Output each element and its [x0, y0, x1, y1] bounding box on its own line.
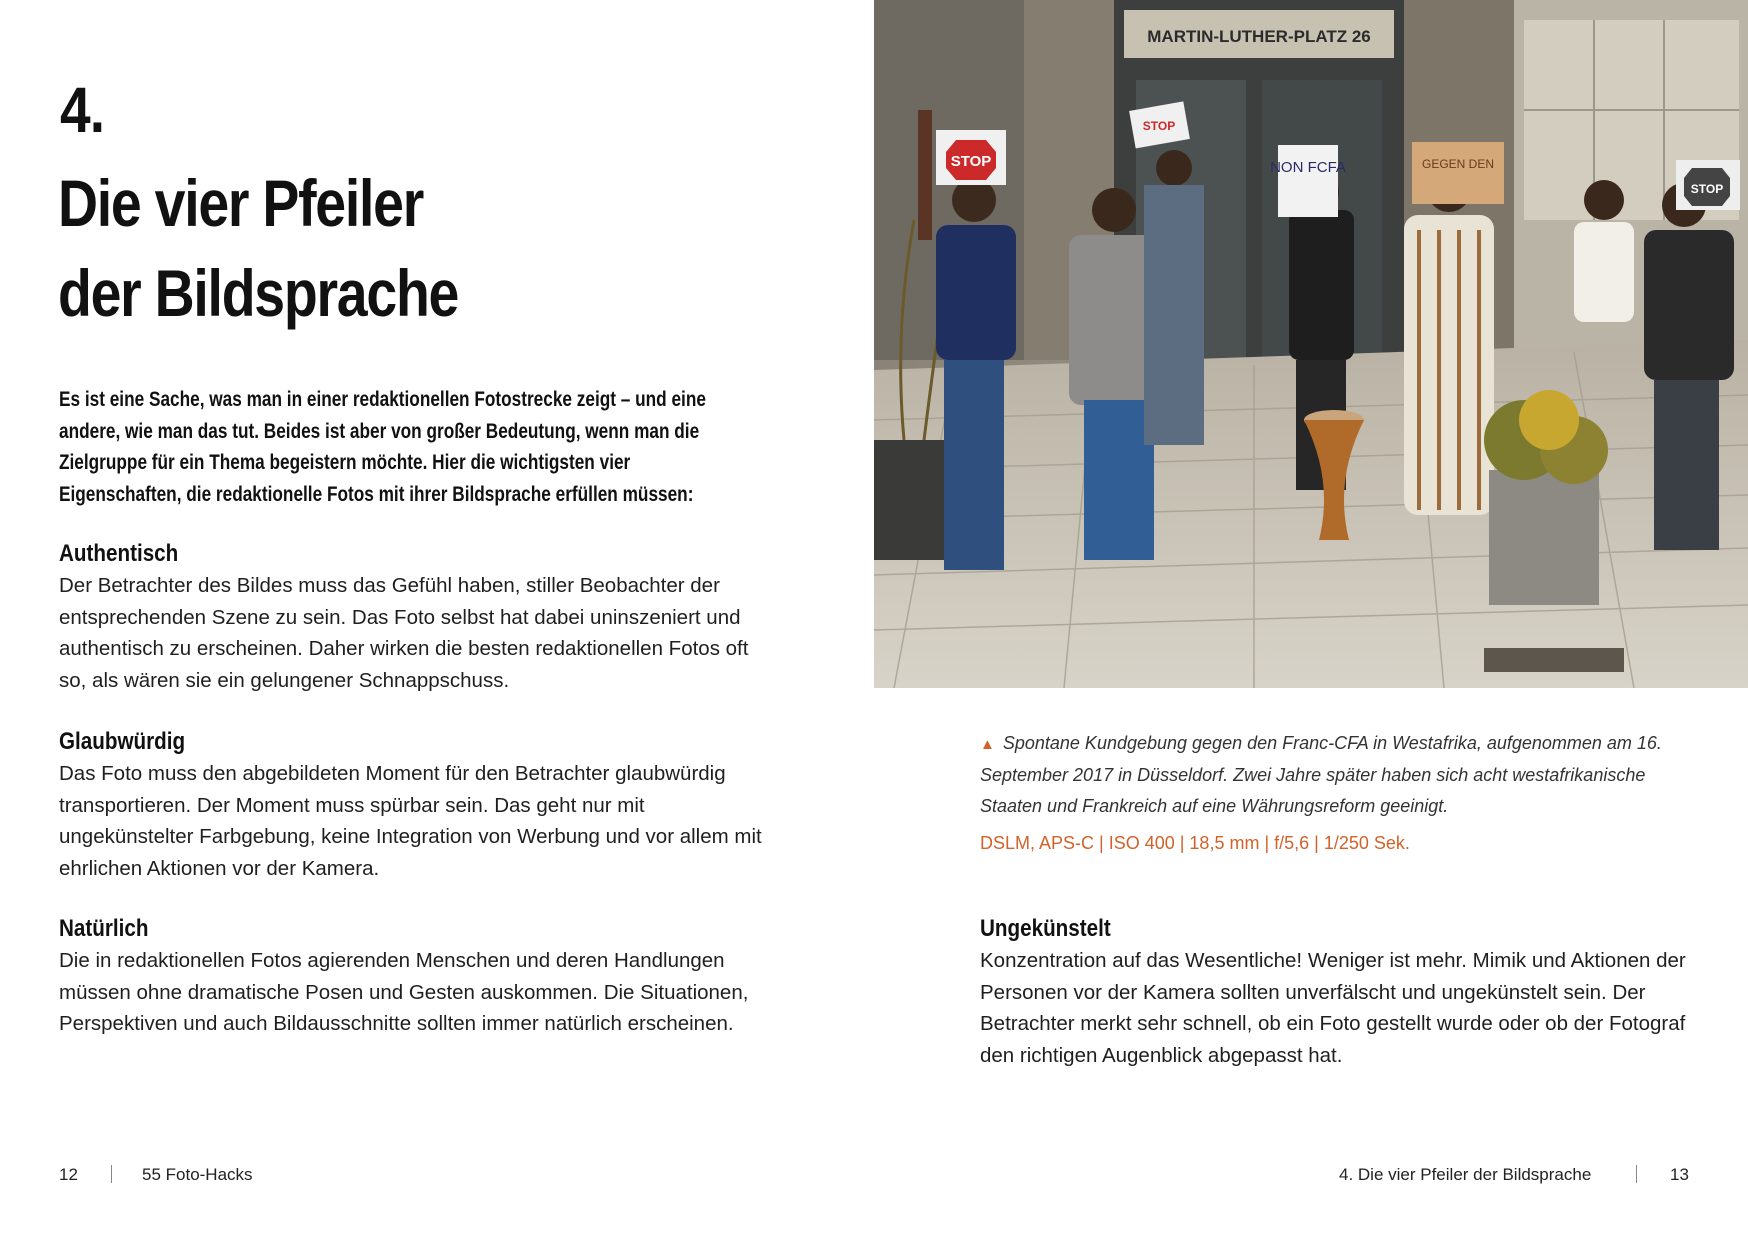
svg-text:NON FCFA: NON FCFA — [1270, 159, 1346, 176]
lead-paragraph: Es ist eine Sache, was man in einer redaktionellen Fotostrecke zeigt – und eine andere, wie man das tut. Beides ist aber von großer Bedeutung, wenn man die Zielgruppe für ein Thema begeistern möchte. Hier die wichtigsten vier Eigenschaften, die redaktionelle Fotos mit ihrer Bildsprache erfüllen müssen: — [59, 388, 706, 506]
chapter-title — [58, 158, 646, 338]
caption-body: Spontane Kundgebung gegen den Franc-CFA in Westafrika, aufgenommen am 16. September 2017 in Düsseldorf. Zwei Jahre später haben sich acht westafrikanische Staaten und Frankreich auf eine Währungsreform geeinigt. — [980, 733, 1662, 816]
chapter-title-line-2: der Bildsprache — [58, 256, 459, 330]
svg-text:GEGEN DEN: GEGEN DEN — [1421, 157, 1495, 171]
section-heading: Ungekünstelt — [980, 915, 1111, 942]
section-heading: Authentisch — [59, 540, 179, 567]
running-chapter-title: 4. Die vier Pfeiler der Bildsprache — [1339, 1165, 1592, 1184]
caption-text — [980, 728, 1680, 822]
section-authentisch — [59, 538, 779, 696]
person-3 — [1144, 150, 1204, 445]
svg-text:STOP: STOP — [1690, 182, 1724, 196]
page-number-right: 13 — [1670, 1165, 1689, 1184]
book-title: 55 Foto-Hacks — [142, 1165, 253, 1184]
chapter-number: 4. — [60, 74, 105, 146]
building-sign: MARTIN-LUTHER-PLATZ 26 — [1147, 27, 1371, 46]
sign-gegen-den — [1412, 142, 1504, 204]
planter-right — [1484, 390, 1608, 605]
section-body: Der Betrachter des Bildes muss das Gefühl haben, stiller Beobachter der entsprechenden Szene zu sein. Das Foto selbst hat dabei uninszeniert und authentisch zu erscheinen. Daher wirken die besten redaktionellen Fotos oft so, als wären sie ein gelungener Schnappschuss. — [59, 574, 749, 692]
person-5 — [1404, 168, 1494, 515]
section-body: Das Foto muss den abgebildeten Moment für den Betrachter glaubwürdig transportieren. Der Moment muss spürbar sein. Das geht nur mit ungekünstelter Farbgebung, keine Integration von Werbung und vor allem mit ehrlichen Aktionen vor der Kamera. — [59, 762, 762, 880]
chapter-title-line-1: Die vier Pfeiler — [58, 166, 424, 240]
demonstration-photo — [874, 0, 1748, 688]
sign-stop-3 — [1676, 160, 1740, 210]
section-ungekuenstelt — [980, 913, 1700, 1071]
sign-non-fcfa — [1270, 145, 1346, 217]
sign-stop-1 — [936, 130, 1006, 185]
section-glaubwuerdig — [59, 726, 779, 884]
section-heading: Glaubwürdig — [59, 728, 186, 755]
svg-text:STOP: STOP — [950, 153, 992, 170]
page-number-left: 12 — [59, 1165, 78, 1184]
exif-data: DSLM, APS-C | ISO 400 | 18,5 mm | f/5,6 | 1/250 Sek. — [980, 833, 1410, 853]
footer-divider — [111, 1163, 112, 1191]
section-heading: Natürlich — [59, 915, 149, 942]
svg-text:STOP: STOP — [1142, 119, 1176, 133]
section-body: Konzentration auf das Wesentliche! Weniger ist mehr. Mimik und Aktionen der Personen vor der Kamera sollten unverfälscht und ungekünstelt sein. Der Betrachter merkt sehr schnell, ob ein Foto gestellt wurde oder ob der Fotograf den richtigen Augenblick abgepasst hat. — [980, 949, 1686, 1067]
section-body: Die in redaktionellen Fotos agierenden Menschen und deren Handlungen müssen ohne dramatische Posen und Gesten auskommen. Die Situationen, Perspektiven und auch Bildausschnitte sollten immer natürlich erscheinen. — [59, 949, 749, 1035]
footer-divider — [1636, 1163, 1637, 1191]
photo-caption — [980, 728, 1680, 856]
section-natuerlich — [59, 913, 779, 1040]
triangle-marker-icon: ▲ — [980, 736, 995, 753]
